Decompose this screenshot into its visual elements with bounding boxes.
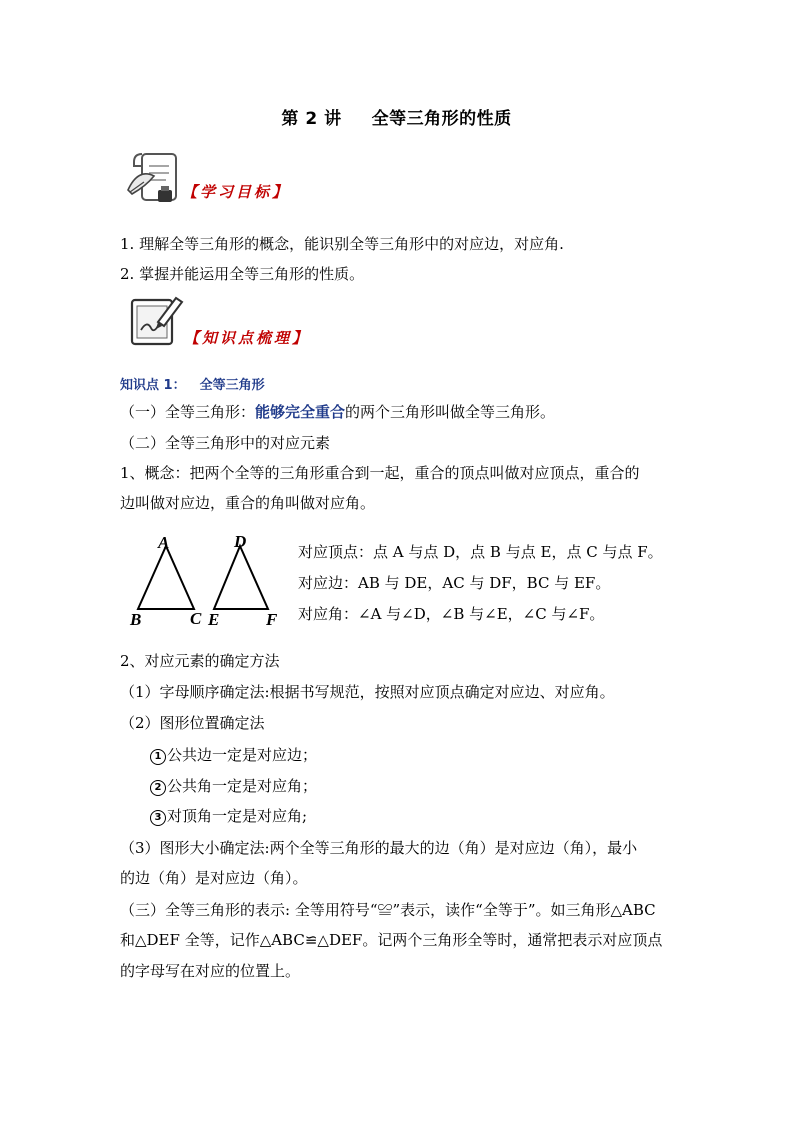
correspondence-vertices: 对应顶点：点 A 与点 D，点 B 与点 E，点 C 与点 F。 <box>298 543 663 561</box>
definition-suffix: 的两个三角形叫做全等三角形。 <box>345 403 556 421</box>
correspondence-angles: 对应角：∠A 与∠D，∠B 与∠E，∠C 与∠F。 <box>298 605 605 623</box>
lesson-number: 第 2 讲 <box>281 109 342 129</box>
method-subitem <box>150 806 307 826</box>
goal-item: 1. 理解全等三角形的概念，能识别全等三角形中的对应边，对应角. <box>120 235 564 253</box>
correspondence-sides: 对应边：AB 与 DE，AC 与 DF，BC 与 EF。 <box>298 574 611 592</box>
congruent-triangles-figure <box>126 532 294 632</box>
notation-line: （三）全等三角形的表示: 全等用符号“≌”表示，读作“全等于”。如三角形△ABC <box>120 901 656 919</box>
triangle-def <box>214 546 268 609</box>
knowledge-point-name: 全等三角形 <box>199 378 265 393</box>
lesson-topic: 全等三角形的性质 <box>371 109 512 129</box>
definition-line <box>120 402 555 422</box>
concept-line: 边叫做对应边，重合的角叫做对应角。 <box>120 494 376 512</box>
circled-number: 2 <box>150 780 166 796</box>
definition-prefix: （一）全等三角形： <box>120 403 256 421</box>
subsection-heading: （二）全等三角形中的对应元素 <box>120 434 331 452</box>
method-line: （1）字母顺序确定法:根据书写规范，按照对应顶点确定对应边、对应角。 <box>120 683 615 701</box>
method-line: 的边（角）是对应边（角）。 <box>120 869 308 887</box>
knowledge-review-label: 【知识点梳理】 <box>184 329 311 347</box>
vertex-label-c: C <box>190 609 202 628</box>
vertex-label-f: F <box>266 610 278 629</box>
learning-goals-label: 【学习目标】 <box>182 183 291 201</box>
notepad-pencil-icon <box>128 292 186 348</box>
method-line: （2）图形位置确定法 <box>120 714 265 732</box>
subitem-text: 对顶角一定是对应角; <box>167 807 308 825</box>
methods-heading: 2、对应元素的确定方法 <box>120 652 280 670</box>
subitem-text: 公共角一定是对应角； <box>167 777 318 795</box>
scroll-quill-icon <box>122 150 184 208</box>
vertex-label-b: B <box>130 610 142 629</box>
method-subitem <box>150 776 317 796</box>
circled-number: 3 <box>150 810 166 826</box>
knowledge-point-heading <box>120 376 265 396</box>
vertex-label-e: E <box>208 610 220 629</box>
goal-item: 2. 掌握并能运用全等三角形的性质。 <box>120 265 365 283</box>
concept-line: 1、概念：把两个全等的三角形重合到一起，重合的顶点叫做对应顶点，重合的 <box>120 464 640 482</box>
notation-line: 和△DEF 全等，记作△ABC≌△DEF。记两个三角形全等时，通常把表示对应顶点 <box>120 931 663 949</box>
page-title <box>0 104 793 129</box>
triangle-abc <box>138 546 194 609</box>
vertex-label-d: D <box>234 532 247 551</box>
knowledge-point-prefix: 知识点 1： <box>120 378 186 393</box>
method-line: （3）图形大小确定法:两个全等三角形的最大的边（角）是对应边（角），最小 <box>120 839 638 857</box>
subitem-text: 公共边一定是对应边； <box>167 746 318 764</box>
circled-number: 1 <box>150 749 166 765</box>
vertex-label-a: A <box>158 533 170 552</box>
method-subitem <box>150 745 317 765</box>
definition-highlight: 能够完全重合 <box>255 403 346 421</box>
notation-line: 的字母写在对应的位置上。 <box>120 962 301 980</box>
